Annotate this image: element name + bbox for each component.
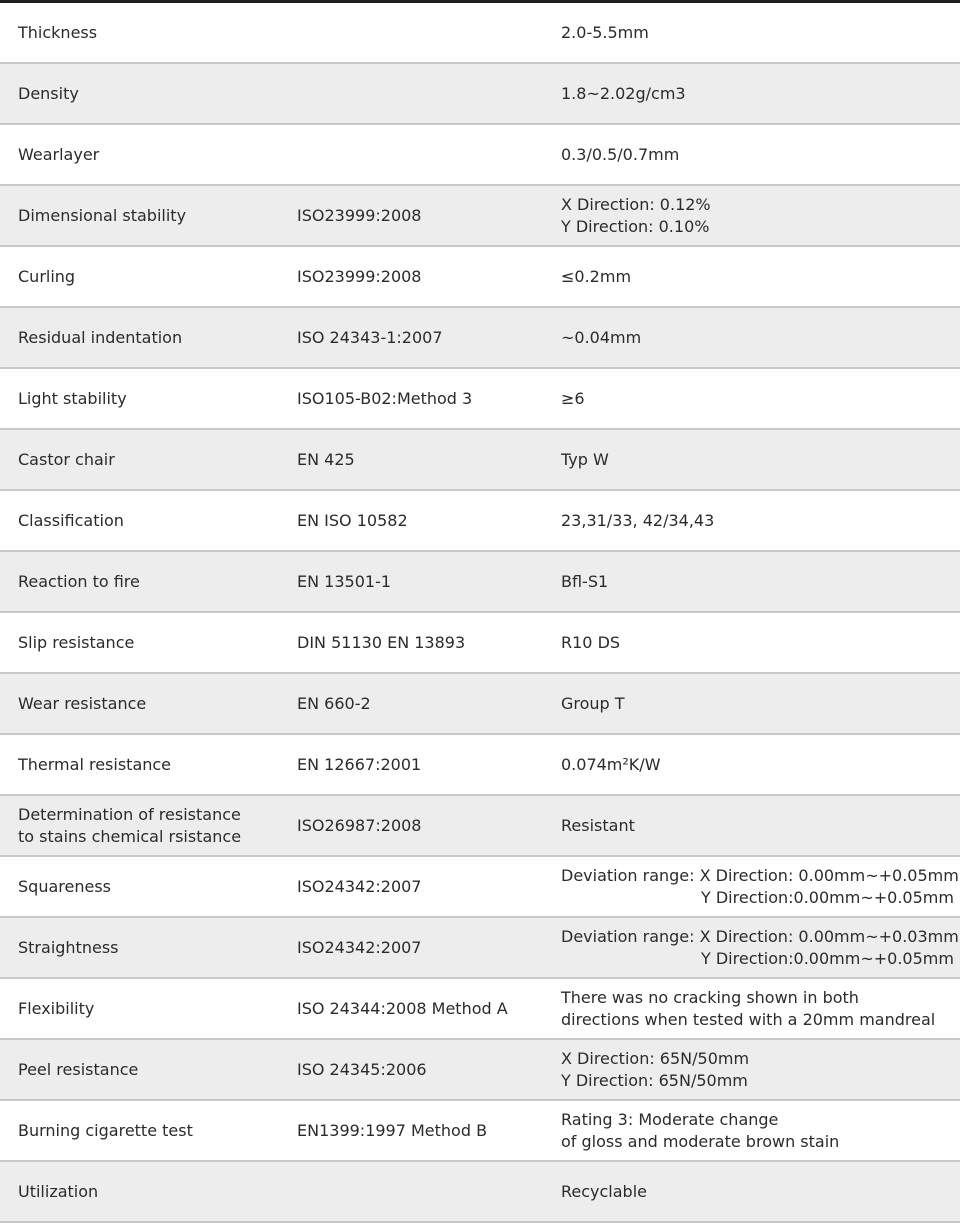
test-standard: EN 660-2: [297, 693, 371, 713]
test-standard: EN1399:1997 Method B: [297, 1120, 488, 1140]
spec-value-line: 23,31/33, 42/34,43: [561, 510, 715, 530]
property-name: Thickness: [18, 22, 98, 42]
property-name: Reaction to fire: [18, 571, 140, 591]
spec-value-line: Y Direction:0.00mm~+0.05mm: [701, 887, 954, 907]
spec-value-line: 1.8~2.02g/cm3: [561, 83, 686, 103]
table-row: [0, 857, 960, 918]
spec-value: [544, 865, 960, 909]
spec-value-line: Typ W: [561, 449, 609, 469]
table-row: [0, 1162, 960, 1223]
spec-value: [544, 194, 960, 238]
spec-value: [544, 1181, 960, 1203]
spec-value-line: ~0.04mm: [561, 327, 642, 347]
table-row: [0, 613, 960, 674]
spec-value: [544, 22, 960, 44]
spec-value: [544, 754, 960, 776]
spec-value-line: Y Direction:0.00mm~+0.05mm: [701, 948, 954, 968]
test-standard: ISO23999:2008: [297, 266, 422, 286]
spec-value: [544, 144, 960, 166]
table-row: [0, 186, 960, 247]
spec-value: [544, 327, 960, 349]
property-name: Density: [18, 83, 79, 103]
spec-value-line: X Direction: 0.12%: [561, 194, 711, 214]
table-row: [0, 918, 960, 979]
spec-value: [544, 510, 960, 532]
property-name: Dimensional stability: [18, 205, 187, 225]
test-standard: ISO24342:2007: [297, 937, 422, 957]
table-row: [0, 430, 960, 491]
spec-value-line: Bfl-S1: [561, 571, 609, 591]
table-row: [0, 64, 960, 125]
spec-value-line: of gloss and moderate brown stain: [561, 1131, 840, 1151]
property-name: Castor chair: [18, 449, 115, 469]
spec-value-line: Group T: [561, 693, 625, 713]
spec-value-line: Rating 3: Moderate change: [561, 1109, 779, 1129]
spec-value: [544, 266, 960, 288]
test-standard: ISO 24345:2006: [297, 1059, 427, 1079]
table-row: [0, 3, 960, 64]
spec-value-line: Deviation range: X Direction: 0.00mm~+0.05mm: [561, 865, 959, 885]
test-standard: ISO26987:2008: [297, 815, 422, 835]
table-row: [0, 125, 960, 186]
test-standard: ISO 24344:2008 Method A: [297, 998, 508, 1018]
spec-value: [544, 1109, 960, 1153]
spec-value: [544, 1048, 960, 1092]
test-standard: EN 12667:2001: [297, 754, 422, 774]
table-row: [0, 369, 960, 430]
spec-value-line: Deviation range: X Direction: 0.00mm~+0.03mm: [561, 926, 959, 946]
property-name: Light stability: [18, 388, 127, 408]
table-row: [0, 796, 960, 857]
spec-value-line: directions when tested with a 20mm mandreal: [561, 1009, 936, 1029]
spec-value-line: 2.0-5.5mm: [561, 22, 649, 42]
table-row: [0, 735, 960, 796]
test-standard: ISO 24343-1:2007: [297, 327, 443, 347]
table-row: [0, 1101, 960, 1162]
spec-value: [544, 83, 960, 105]
spec-value-line: ≤0.2mm: [561, 266, 632, 286]
table-row: [0, 979, 960, 1040]
property-name: Flexibility: [18, 998, 95, 1018]
table-row: [0, 491, 960, 552]
spec-value-line: Y Direction: 0.10%: [561, 216, 710, 236]
property-name: Straightness: [18, 937, 119, 957]
spec-value-line: Resistant: [561, 815, 635, 835]
property-name: Wear resistance: [18, 693, 147, 713]
property-name: Utilization: [18, 1181, 99, 1201]
test-standard: ISO24342:2007: [297, 876, 422, 896]
property-name: Classification: [18, 510, 124, 530]
property-name: Curling: [18, 266, 76, 286]
spec-value-line: ≥6: [561, 388, 585, 408]
spec-value: [544, 693, 960, 715]
spec-value-line: 0.3/0.5/0.7mm: [561, 144, 680, 164]
test-standard: EN ISO 10582: [297, 510, 408, 530]
spec-value: [544, 632, 960, 654]
table-row: [0, 247, 960, 308]
property-name: Wearlayer: [18, 144, 100, 164]
test-standard: EN 425: [297, 449, 355, 469]
table-row: [0, 308, 960, 369]
specification-table: [0, 3, 960, 1223]
spec-value: [544, 571, 960, 593]
spec-value: [544, 815, 960, 837]
property-name: Squareness: [18, 876, 111, 896]
property-name: Determination of resistance to stains chemical rsistance: [18, 804, 242, 846]
property-name: Peel resistance: [18, 1059, 139, 1079]
spec-value: [544, 449, 960, 471]
test-standard: ISO23999:2008: [297, 205, 422, 225]
table-row: [0, 674, 960, 735]
spec-value-line: Y Direction: 65N/50mm: [561, 1070, 748, 1090]
spec-value: [544, 388, 960, 410]
test-standard: DIN 51130 EN 13893: [297, 632, 466, 652]
spec-value-line: Recyclable: [561, 1181, 647, 1201]
property-name: Burning cigarette test: [18, 1120, 193, 1140]
spec-value-line: R10 DS: [561, 632, 621, 652]
test-standard: ISO105-B02:Method 3: [297, 388, 473, 408]
spec-value-line: 0.074m²K/W: [561, 754, 661, 774]
table-row: [0, 1040, 960, 1101]
spec-value: [544, 926, 960, 970]
table-row: [0, 552, 960, 613]
spec-value-line: There was no cracking shown in both: [561, 987, 859, 1007]
spec-value: [544, 987, 960, 1031]
property-name: Slip resistance: [18, 632, 135, 652]
property-name: Residual indentation: [18, 327, 183, 347]
property-name: Thermal resistance: [18, 754, 172, 774]
spec-value-line: X Direction: 65N/50mm: [561, 1048, 750, 1068]
test-standard: EN 13501-1: [297, 571, 392, 591]
